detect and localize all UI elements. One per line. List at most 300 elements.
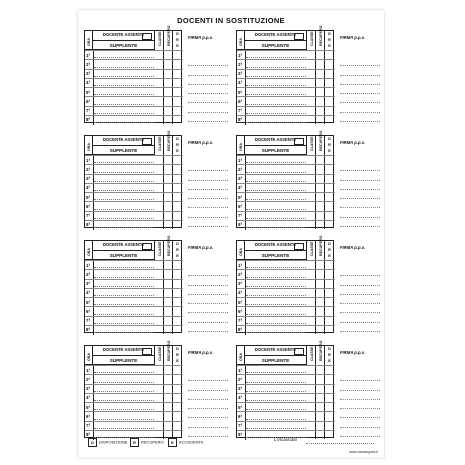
firma-line <box>340 417 380 418</box>
supplente-entry-line <box>94 428 154 429</box>
firma-line <box>340 312 380 313</box>
supplente-entry-line <box>94 113 154 114</box>
substitution-table <box>84 235 182 333</box>
hour-label: 5ª <box>86 299 91 305</box>
recupero-label: RECUPERO <box>318 25 323 46</box>
hour-row[interactable] <box>237 288 335 297</box>
dre-column <box>325 31 334 50</box>
hour-label: 5ª <box>238 89 243 95</box>
hour-label: 2ª <box>86 61 91 67</box>
firma-line <box>188 84 228 85</box>
hour-label: 8ª <box>238 117 243 123</box>
hour-row[interactable] <box>85 402 183 411</box>
hour-row[interactable] <box>237 96 335 105</box>
hour-row[interactable] <box>85 115 183 124</box>
hour-label: 2ª <box>238 271 243 277</box>
hour-row[interactable] <box>85 96 183 105</box>
docente-assente-label: DOCENTE ASSENTE <box>102 137 145 142</box>
hour-label: 2ª <box>86 166 91 172</box>
row-separator <box>245 116 246 125</box>
legend-label: RECUPERO <box>141 439 164 445</box>
firma-line <box>188 217 228 218</box>
hour-row[interactable] <box>237 87 335 96</box>
docente-assente-box[interactable] <box>142 243 152 250</box>
classe-label: CLASSE <box>309 346 314 361</box>
firma-label: FIRMA p.p.v. <box>340 245 365 250</box>
hour-label: 7ª <box>86 318 91 323</box>
hour-label: 7ª <box>86 108 91 113</box>
hour-row[interactable] <box>85 164 183 173</box>
e-label: E <box>328 359 331 363</box>
classe-label: CLASSE <box>309 31 314 46</box>
hour-label: 7ª <box>86 213 91 218</box>
supplente-entry-line <box>94 209 154 210</box>
hour-row[interactable] <box>85 365 183 374</box>
r-label: R <box>176 248 179 252</box>
r-label: R <box>328 353 331 357</box>
dre-column <box>325 241 334 260</box>
recupero-label: RECUPERO <box>166 130 171 151</box>
docente-assente-box[interactable] <box>294 348 304 355</box>
firma-line <box>340 84 380 85</box>
docente-assente-field[interactable] <box>245 346 307 356</box>
firma-line <box>340 285 380 286</box>
hour-label: 8ª <box>86 117 91 123</box>
supplente-entry-line <box>246 419 306 420</box>
firma-line <box>340 112 380 113</box>
hour-label: 3ª <box>238 386 243 391</box>
supplente-header <box>245 41 307 51</box>
hour-label: 5ª <box>86 404 91 410</box>
form-page <box>78 10 384 458</box>
d-label: D <box>176 242 179 246</box>
supplente-entry-line <box>246 267 306 268</box>
hour-label: 3ª <box>238 176 243 181</box>
hour-row[interactable] <box>237 155 335 164</box>
hour-label: 2ª <box>238 376 243 382</box>
hour-row[interactable] <box>85 69 183 78</box>
ora-label: ORA <box>239 353 243 361</box>
hour-label: 3ª <box>86 71 91 76</box>
firma-line <box>188 303 228 304</box>
supplente-entry-line <box>94 391 154 392</box>
supplente-header <box>245 356 307 366</box>
hour-row[interactable] <box>85 155 183 164</box>
r-label: R <box>176 353 179 357</box>
docente-assente-box[interactable] <box>142 33 152 40</box>
hour-row[interactable] <box>237 306 335 315</box>
hour-row[interactable] <box>85 220 183 229</box>
hour-row[interactable] <box>85 306 183 315</box>
docente-assente-label: DOCENTE ASSENTE <box>254 242 297 247</box>
supplente-entry-line <box>246 85 306 86</box>
hour-label: 4ª <box>86 80 91 86</box>
hour-label: 7ª <box>238 423 243 428</box>
ora-label: ORA <box>239 38 243 46</box>
supplente-label: SUPPLENTE <box>261 42 290 48</box>
legend-label: ECCEDENTE <box>179 439 204 445</box>
supplente-entry-line <box>94 382 154 383</box>
firma-line <box>340 322 380 323</box>
e-label: E <box>176 254 179 258</box>
hour-row[interactable] <box>85 279 183 288</box>
hour-row[interactable] <box>85 384 183 393</box>
supplente-label: SUPPLENTE <box>109 147 138 153</box>
row-separator <box>93 116 94 125</box>
hour-label: 7ª <box>238 318 243 323</box>
hour-label: 6ª <box>86 308 91 314</box>
supplente-label: SUPPLENTE <box>261 147 290 153</box>
hour-label: 3ª <box>238 281 243 286</box>
firma-line <box>340 380 380 381</box>
hour-label: 8ª <box>86 432 91 438</box>
substitution-block <box>84 25 228 123</box>
docente-assente-field[interactable] <box>93 346 155 356</box>
dre-column <box>325 346 334 365</box>
firma-label: FIRMA p.p.v. <box>188 140 213 145</box>
supplente-entry-line <box>246 94 306 95</box>
hour-row[interactable] <box>85 393 183 402</box>
supplente-entry-line <box>246 57 306 58</box>
ora-header <box>85 136 93 155</box>
docente-assente-field[interactable] <box>93 31 155 41</box>
substitution-block <box>236 130 380 228</box>
hour-row[interactable] <box>85 269 183 278</box>
docente-assente-label: DOCENTE ASSENTE <box>254 137 297 142</box>
supplente-entry-line <box>94 104 154 105</box>
docente-assente-box[interactable] <box>142 138 152 145</box>
hour-label: 1ª <box>86 52 91 58</box>
hour-row[interactable] <box>85 260 183 269</box>
ora-label: ORA <box>87 38 91 46</box>
firma-line <box>188 285 228 286</box>
document-title: DOCENTI IN SOSTITUZIONE <box>177 16 285 25</box>
supplente-entry-line <box>246 428 306 429</box>
e-label: E <box>176 149 179 153</box>
supplente-entry-line <box>94 277 154 278</box>
supplente-entry-line <box>94 218 154 219</box>
hour-label: 2ª <box>86 271 91 277</box>
firma-line <box>188 331 228 332</box>
hour-row[interactable] <box>85 411 183 420</box>
ora-header <box>237 346 245 365</box>
hour-row[interactable] <box>237 269 335 278</box>
substitution-block <box>236 340 380 438</box>
hour-row[interactable] <box>85 59 183 68</box>
substitution-block <box>236 235 380 333</box>
docente-assente-field[interactable] <box>245 31 307 41</box>
supplente-entry-line <box>246 391 306 392</box>
supplente-entry-line <box>246 314 306 315</box>
hour-row[interactable] <box>237 174 335 183</box>
supplente-entry-line <box>246 286 306 287</box>
hour-row[interactable] <box>237 192 335 201</box>
dre-column <box>173 31 182 50</box>
legend-key: R <box>130 438 139 447</box>
firma-line <box>340 75 380 76</box>
supplente-entry-line <box>94 400 154 401</box>
supplente-entry-line <box>94 190 154 191</box>
supplente-entry-line <box>94 409 154 410</box>
supplente-entry-line <box>246 122 306 123</box>
firma-line <box>340 180 380 181</box>
substitution-block <box>84 340 228 438</box>
firma-line <box>188 180 228 181</box>
firma-line <box>188 390 228 391</box>
supplente-entry-line <box>246 382 306 383</box>
firma-line <box>340 198 380 199</box>
legend-item-recupero <box>130 438 164 447</box>
firma-label: FIRMA p.p.v. <box>188 245 213 250</box>
hour-label: 6ª <box>238 203 243 209</box>
hour-row[interactable] <box>85 201 183 210</box>
firma-label: FIRMA p.p.v. <box>188 35 213 40</box>
hour-label: 6ª <box>238 308 243 314</box>
firma-line <box>188 65 228 66</box>
website-footer: www.siamangiani.it <box>349 450 378 454</box>
hour-label: 4ª <box>86 395 91 401</box>
hour-row[interactable] <box>85 174 183 183</box>
hour-row[interactable] <box>237 69 335 78</box>
hour-label: 8ª <box>238 327 243 333</box>
docente-assente-label: DOCENTE ASSENTE <box>102 32 145 37</box>
hour-label: 1ª <box>86 157 91 163</box>
hour-row[interactable] <box>237 183 335 192</box>
docente-assente-box[interactable] <box>294 33 304 40</box>
supplente-entry-line <box>246 332 306 333</box>
hour-row[interactable] <box>85 297 183 306</box>
supplente-entry-line <box>94 199 154 200</box>
hour-label: 5ª <box>86 194 91 200</box>
hour-row[interactable] <box>237 260 335 269</box>
incaricato-signature-line <box>306 443 374 444</box>
hour-label: 6ª <box>238 413 243 419</box>
hour-row[interactable] <box>85 50 183 59</box>
docente-assente-box[interactable] <box>294 243 304 250</box>
legend-key: E <box>168 438 177 447</box>
supplente-header <box>93 251 155 261</box>
docente-assente-box[interactable] <box>142 348 152 355</box>
firma-line <box>340 207 380 208</box>
hour-row[interactable] <box>85 211 183 220</box>
row-separator <box>93 221 94 230</box>
firma-line <box>340 331 380 332</box>
substitution-table <box>236 340 334 438</box>
ora-label: ORA <box>87 143 91 151</box>
supplente-label: SUPPLENTE <box>109 42 138 48</box>
ora-header <box>237 136 245 155</box>
recupero-label: RECUPERO <box>166 25 171 46</box>
supplente-entry-line <box>246 218 306 219</box>
supplente-entry-line <box>94 267 154 268</box>
r-label: R <box>176 38 179 42</box>
hour-label: 8ª <box>86 327 91 333</box>
firma-line <box>188 75 228 76</box>
firma-line <box>188 294 228 295</box>
hour-row[interactable] <box>237 393 335 402</box>
firma-line <box>340 217 380 218</box>
hour-row[interactable] <box>85 183 183 192</box>
hour-row[interactable] <box>237 201 335 210</box>
firma-line <box>188 207 228 208</box>
firma-label: FIRMA p.p.v. <box>188 350 213 355</box>
firma-line <box>188 170 228 171</box>
hour-label: 1ª <box>238 157 243 163</box>
ora-label: ORA <box>239 143 243 151</box>
e-label: E <box>328 149 331 153</box>
supplente-entry-line <box>94 419 154 420</box>
d-label: D <box>328 347 331 351</box>
supplente-entry-line <box>246 199 306 200</box>
classe-label: CLASSE <box>309 136 314 151</box>
hour-row[interactable] <box>85 374 183 383</box>
hour-row[interactable] <box>237 50 335 59</box>
firma-line <box>188 380 228 381</box>
legend-item-eccedente <box>168 438 204 447</box>
hour-label: 8ª <box>86 222 91 228</box>
hour-label: 1ª <box>238 367 243 373</box>
firma-line <box>340 189 380 190</box>
hour-row[interactable] <box>237 164 335 173</box>
hour-row[interactable] <box>85 78 183 87</box>
firma-line <box>340 226 380 227</box>
recupero-label: RECUPERO <box>318 130 323 151</box>
hour-row[interactable] <box>85 106 183 115</box>
supplente-entry-line <box>94 323 154 324</box>
firma-line <box>188 198 228 199</box>
e-label: E <box>176 359 179 363</box>
hour-label: 3ª <box>238 71 243 76</box>
hour-label: 2ª <box>86 376 91 382</box>
row-separator <box>245 221 246 230</box>
row-separator <box>245 326 246 335</box>
supplente-entry-line <box>246 304 306 305</box>
hour-label: 7ª <box>86 423 91 428</box>
ora-header <box>85 31 93 50</box>
substitution-table <box>84 130 182 228</box>
docente-assente-label: DOCENTE ASSENTE <box>102 347 145 352</box>
firma-line <box>188 226 228 227</box>
hour-row[interactable] <box>237 316 335 325</box>
e-label: E <box>328 44 331 48</box>
e-label: E <box>328 254 331 258</box>
docente-assente-field[interactable] <box>245 241 307 251</box>
supplente-entry-line <box>246 162 306 163</box>
row-separator <box>93 326 94 335</box>
docente-assente-label: DOCENTE ASSENTE <box>102 242 145 247</box>
firma-line <box>340 93 380 94</box>
hour-label: 3ª <box>86 386 91 391</box>
hour-row[interactable] <box>237 421 335 430</box>
hour-label: 6ª <box>238 98 243 104</box>
supplente-entry-line <box>246 113 306 114</box>
d-label: D <box>328 32 331 36</box>
hour-row[interactable] <box>85 288 183 297</box>
hour-label: 5ª <box>86 89 91 95</box>
d-label: D <box>328 137 331 141</box>
recupero-label: RECUPERO <box>318 235 323 256</box>
firma-label: FIRMA p.p.v. <box>340 350 365 355</box>
supplente-entry-line <box>246 409 306 410</box>
hour-label: 1ª <box>238 52 243 58</box>
supplente-entry-line <box>94 286 154 287</box>
supplente-label: SUPPLENTE <box>261 252 290 258</box>
substitution-table <box>236 235 334 333</box>
hour-row[interactable] <box>85 87 183 96</box>
firma-line <box>188 112 228 113</box>
supplente-entry-line <box>94 76 154 77</box>
supplente-label: SUPPLENTE <box>109 252 138 258</box>
substitution-block <box>84 130 228 228</box>
d-label: D <box>328 242 331 246</box>
supplente-entry-line <box>94 372 154 373</box>
classe-label: CLASSE <box>157 346 162 361</box>
docente-assente-field[interactable] <box>93 241 155 251</box>
hour-row[interactable] <box>85 192 183 201</box>
hour-row[interactable] <box>237 220 335 229</box>
classe-label: CLASSE <box>309 241 314 256</box>
substitution-table <box>236 130 334 228</box>
legend-label: DISPOSIZIONE <box>99 439 128 445</box>
supplente-entry-line <box>246 400 306 401</box>
supplente-entry-line <box>94 67 154 68</box>
docente-assente-box[interactable] <box>294 138 304 145</box>
dre-column <box>325 136 334 155</box>
supplente-entry-line <box>246 104 306 105</box>
firma-line <box>340 102 380 103</box>
firma-line <box>340 303 380 304</box>
firma-line <box>340 408 380 409</box>
docente-assente-field[interactable] <box>93 136 155 146</box>
hour-row[interactable] <box>85 316 183 325</box>
hour-row[interactable] <box>237 365 335 374</box>
dre-column <box>173 136 182 155</box>
hour-row[interactable] <box>237 78 335 87</box>
hour-row[interactable] <box>237 279 335 288</box>
legend-key: D <box>88 438 97 447</box>
docente-assente-field[interactable] <box>245 136 307 146</box>
firma-line <box>188 275 228 276</box>
hour-row[interactable] <box>237 297 335 306</box>
hour-row[interactable] <box>85 421 183 430</box>
hour-row[interactable] <box>237 402 335 411</box>
r-label: R <box>328 143 331 147</box>
docente-assente-label: DOCENTE ASSENTE <box>254 347 297 352</box>
hour-row[interactable] <box>237 106 335 115</box>
hour-label: 3ª <box>86 176 91 181</box>
firma-line <box>340 436 380 437</box>
hour-row[interactable] <box>237 325 335 334</box>
hour-row[interactable] <box>237 211 335 220</box>
hour-row[interactable] <box>237 59 335 68</box>
hour-row[interactable] <box>85 325 183 334</box>
hour-row[interactable] <box>237 384 335 393</box>
hour-row[interactable] <box>237 374 335 383</box>
hour-label: 7ª <box>238 108 243 113</box>
e-label: E <box>176 44 179 48</box>
firma-line <box>188 312 228 313</box>
hour-row[interactable] <box>237 411 335 420</box>
ora-label: ORA <box>239 248 243 256</box>
supplente-entry-line <box>94 314 154 315</box>
supplente-entry-line <box>94 332 154 333</box>
ora-label: ORA <box>87 353 91 361</box>
row-separator <box>245 431 246 440</box>
hour-row[interactable] <box>237 115 335 124</box>
firma-line <box>340 294 380 295</box>
supplente-entry-line <box>246 372 306 373</box>
firma-line <box>340 170 380 171</box>
